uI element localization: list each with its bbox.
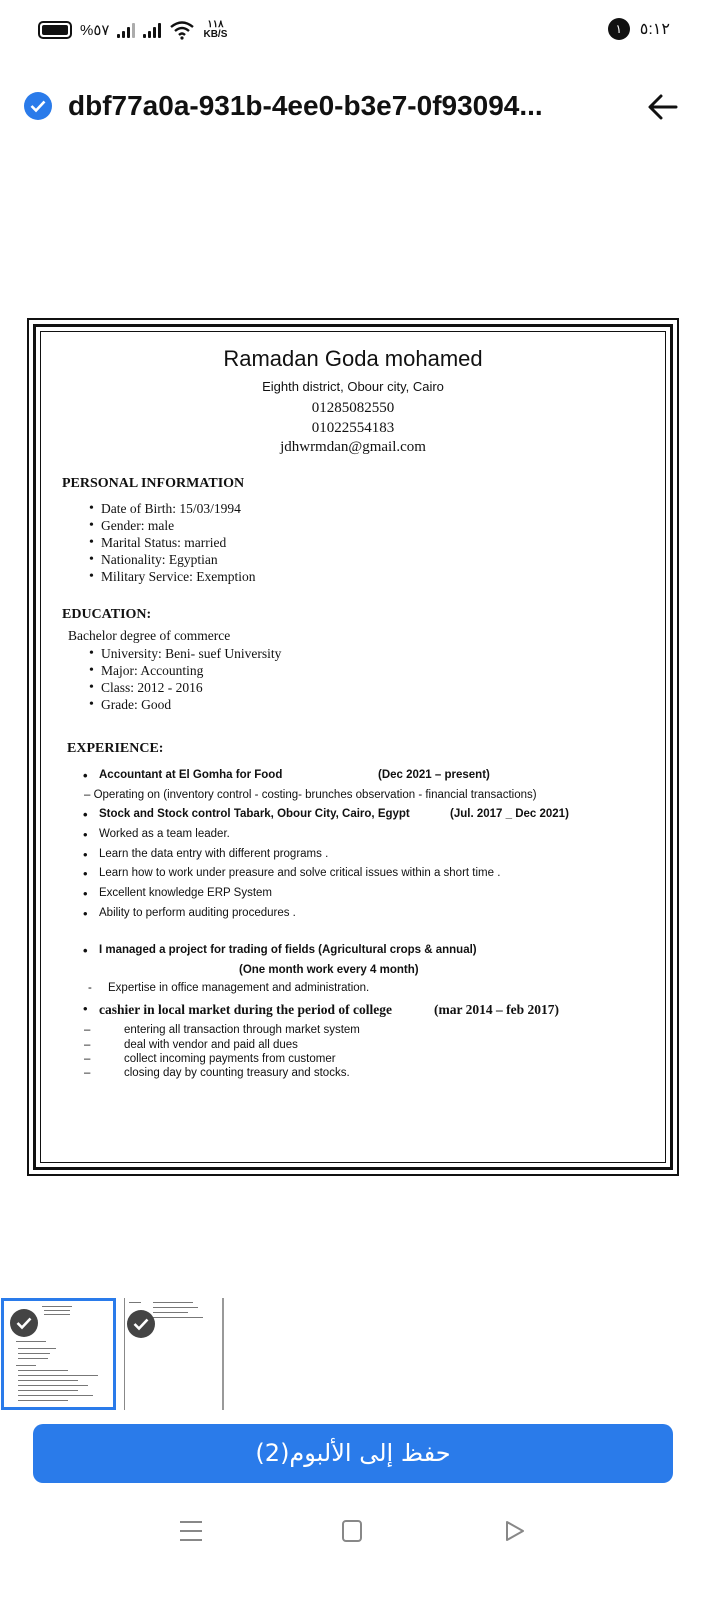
list-item: • Major: Accounting [89,662,281,679]
education-degree: Bachelor degree of commerce [68,628,231,643]
thumbnail-page-1[interactable] [1,1298,116,1410]
back-arrow-icon[interactable] [646,90,680,124]
document-content [29,320,677,1174]
check-icon [127,1310,155,1338]
back-triangle-icon[interactable] [504,1519,526,1543]
project-title: • I managed a project for trading of fields (Agricultural crops & annual) [99,944,477,956]
job1-dates: (Dec 2021 – present) [378,769,490,781]
cv-phone-2: 01022554183 [311,420,395,436]
cv-address: Eighth district, Obour city, Cairo [262,379,444,394]
list-item: • Date of Birth: 15/03/1994 [89,500,255,517]
check-icon [10,1309,38,1337]
experience-heading: EXPERIENCE: [67,741,164,756]
battery-icon [38,21,72,39]
job1-title: • Accountant at El Gomha for Food [99,769,282,781]
list-item: • Grade: Good [89,696,281,713]
personal-heading: PERSONAL INFORMATION [62,476,245,491]
list-item: • Gender: male [89,517,255,534]
status-left [38,20,227,40]
job2-title: • Stock and Stock control Tabark, Obour City, Cairo, Egypt [99,808,410,820]
signal-icon [117,22,135,38]
job2-item: • Worked as a team leader. [99,828,230,840]
list-item: • Military Service: Exemption [89,568,255,585]
network-speed [203,20,227,40]
speed-unit: KB/S [203,29,228,40]
cashier-item: – deal with vendor and paid all dues [124,1039,298,1051]
recent-apps-icon[interactable] [180,1521,202,1541]
file-title: dbf77a0a-931b-4ee0-b3e7-0f93094... [68,90,543,121]
selected-check-icon[interactable] [24,92,52,120]
cv-name: Ramadan Goda mohamed [223,346,483,371]
wifi-icon [169,20,195,40]
save-to-album-button[interactable]: حفظ إلى الألبوم(2) [33,1424,673,1483]
list-item: • University: Beni- suef University [89,645,281,662]
job2-dates: (Jul. 2017 _ Dec 2021) [450,808,569,820]
signal-icon-2 [143,22,161,38]
status-right [608,18,670,40]
home-icon[interactable] [342,1520,362,1542]
clock: ٥:١٢ [639,21,670,38]
thumbnail-strip [0,1296,720,1412]
list-item: • Class: 2012 - 2016 [89,679,281,696]
project-description: - Expertise in office management and administration. [108,982,369,994]
personal-list [89,500,255,585]
cashier-item: – closing day by counting treasury and stocks. [124,1067,350,1079]
header [0,80,720,136]
cashier-item: – entering all transaction through market system [124,1024,360,1036]
cv-email: jdhwrmdan@gmail.com [280,439,426,455]
job1-description: – Operating on (inventory control - costing- brunches observation - financial transactions) [84,789,537,801]
project-subtitle: (One month work every 4 month) [239,964,419,976]
status-bar [0,0,720,62]
thumbnail-divider [222,1298,224,1410]
job2-item: • Excellent knowledge ERP System [99,887,272,899]
document-preview[interactable] [27,318,679,1176]
speed-value: ١١٨ [207,19,224,30]
system-nav-bar [0,1508,720,1556]
list-item: • Nationality: Egyptian [89,551,255,568]
education-list [89,645,281,713]
notification-badge: ١ [608,18,630,40]
job2-item: • Learn how to work under preasure and solve critical issues within a short time . [99,867,500,879]
cashier-title: • cashier in local market during the period of college [99,1002,392,1018]
battery-percent: %٥٧ [80,22,110,39]
job2-item: • Learn the data entry with different programs . [99,848,328,860]
cashier-dates: (mar 2014 – feb 2017) [434,1002,559,1017]
list-item: • Marital Status: married [89,534,255,551]
cashier-item: – collect incoming payments from customer [124,1053,336,1065]
cv-phone-1: 01285082550 [311,400,395,416]
education-heading: EDUCATION: [62,607,152,622]
job2-item: • Ability to perform auditing procedures . [99,907,296,919]
